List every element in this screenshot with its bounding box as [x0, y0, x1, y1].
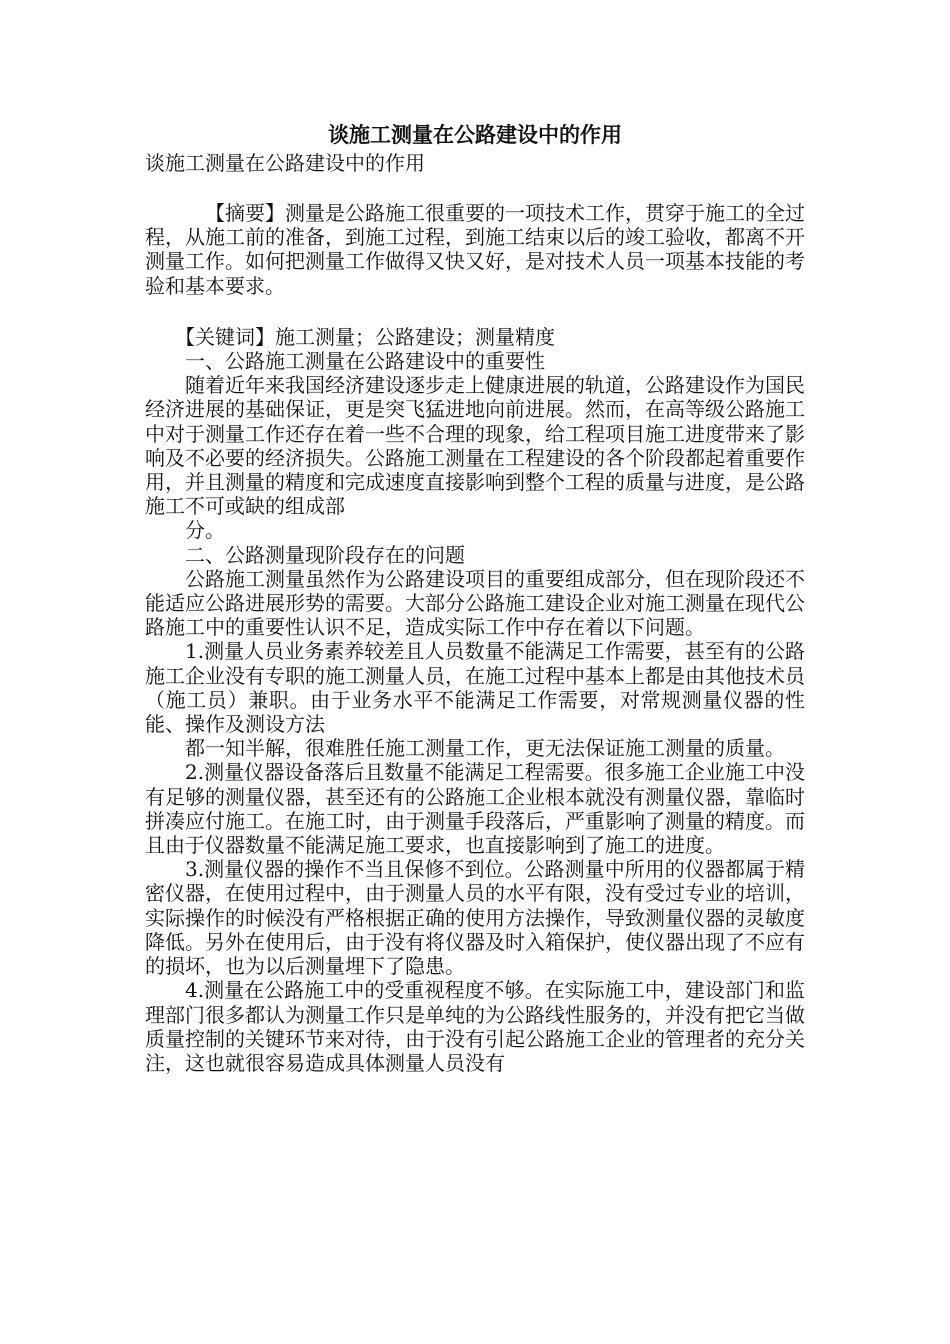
body-paragraph: 1.测量人员业务素养较差且人员数量不能满足工作需要，甚至有的公路施工企业没有专职的施工测量人员，在施工过程中基本上都是由其他技术员（施工员）兼职。由于业务水平不能满足工作需要，对常规测量仪器的性能、操作及测设方法	[145, 639, 805, 737]
section-heading-1: 一、公路施工测量在公路建设中的重要性	[185, 349, 545, 374]
section-heading-2: 二、公路测量现阶段存在的问题	[185, 542, 465, 567]
abstract-paragraph: 【摘要】测量是公路施工很重要的一项技术工作，贯穿于施工的全过程，从施工前的准备，到施工过程，到施工结束以后的竣工验收，都离不开测量工作。如何把测量工作做得又快又好，是对技术人员一项基本技能的考验和基本要求。	[145, 201, 805, 298]
body-paragraph: 3.测量仪器的操作不当且保修不到位。公路测量中所用的仪器都属于精密仪器，在使用过程中，由于测量人员的水平有限，没有受过专业的培训，实际操作的时候没有严格根据正确的使用方法操作，导致测量仪器的灵敏度降低。另外在使用后，由于没有将仪器及时入箱保护，使仪器出现了不应有的损坏，也为以后测量埋下了隐患。	[145, 857, 805, 979]
keywords-paragraph: 【关键词】施工测量；公路建设；测量精度	[175, 324, 555, 349]
document-page	[145, 120, 805, 1075]
body-paragraph: 随着近年来我国经济建设逐步走上健康进展的轨道，公路建设作为国民经济进展的基础保证，更是突飞猛进地向前进展。然而，在高等级公路施工中对于测量工作还存在着一些不合理的现象，给工程项目施工进度带来了影响及不必要的经济损失。公路施工测量在工程建设的各个阶段都起着重要作用，并且测量的精度和完成速度直接影响到整个工程的质量与进度，是公路施工不可或缺的组成部	[145, 373, 805, 519]
document-title: 谈施工测量在公路建设中的作用	[328, 122, 622, 147]
body-paragraph: 公路施工测量虽然作为公路建设项目的重要组成部分，但在现阶段还不能适应公路进展形势的需要。大部分公路施工建设企业对施工测量在现代公路施工中的重要性认识不足，造成实际工作中存在着以下问题。	[145, 566, 805, 640]
body-paragraph: 2.测量仪器设备落后且数量不能满足工程需要。很多施工企业施工中没有足够的测量仪器，甚至还有的公路施工企业根本就没有测量仪器，靠临时拼凑应付施工。在施工时，由于测量手段落后，严重影响了测量的精度。而且由于仪器数量不能满足施工要求，也直接影响到了施工的进度。	[145, 760, 805, 858]
body-paragraph: 都一知半解，很难胜任施工测量工作，更无法保证施工测量的质量。	[185, 736, 785, 761]
document-subtitle: 谈施工测量在公路建设中的作用	[145, 151, 425, 175]
body-paragraph: 分。	[185, 518, 225, 543]
body-paragraph: 4.测量在公路施工中的受重视程度不够。在实际施工中，建设部门和监理部门很多都认为测量工作只是单纯的为公路线性服务的，并没有把它当做质量控制的关键环节来对待，由于没有引起公路施工企业的管理者的充分关注，这也就很容易造成具体测量人员没有	[145, 978, 805, 1075]
